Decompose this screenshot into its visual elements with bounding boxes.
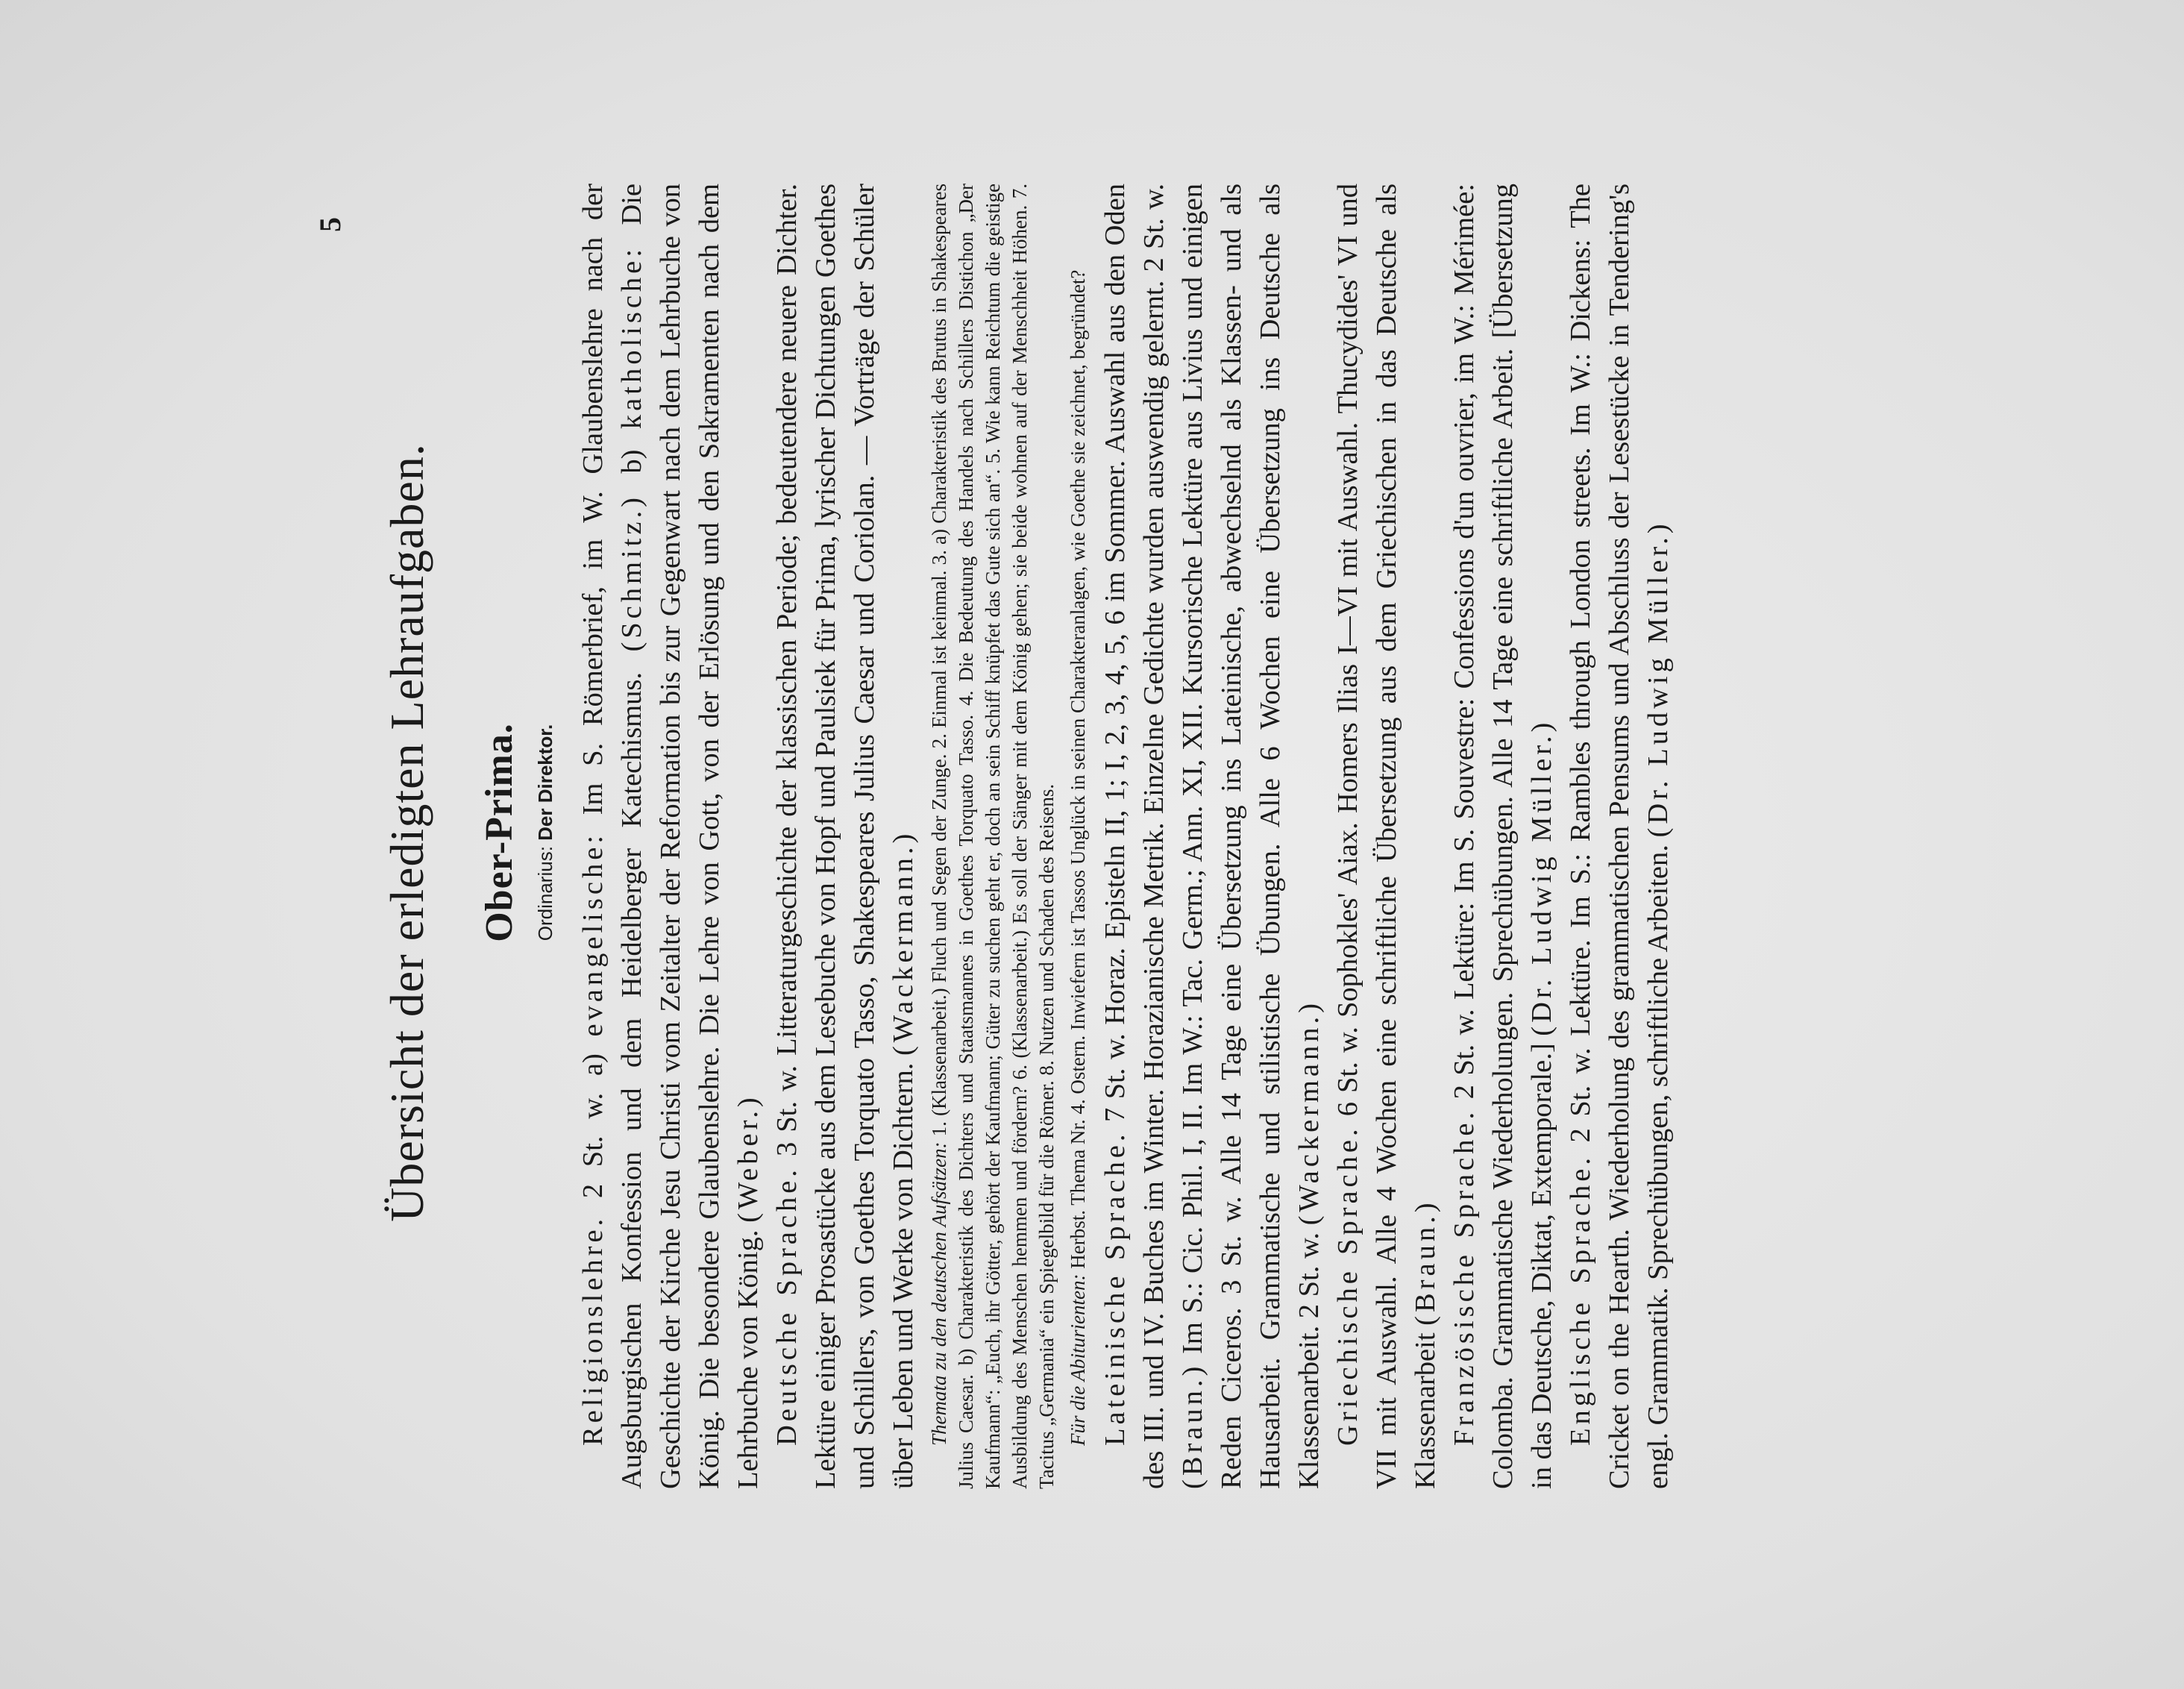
essay-topics: Themata zu den deutschen Aufsätzen: 1. (Klassenarbeit.) Fluch und Segen der Zunge. 2. Einmal ist keinmal. 3. a) Charakteristik des Brutus in Shakespeares Julius Caesar. b) Charakteristik des Dichters und Staatsmannes in Goethes Torquato Tasso. 4. Die Bedeutung des Handels nach Schillers Distichon „Der Kaufmann“: „Euch, ihr Götter, gehört der Kaufmann; Güter zu suchen geht er, doch an sein Schiff knüpfet das Gute sich an“. 5. Wie kann Reichtum die geistige Ausbildung des Menschen hemmen und fördern? 6. (Klassenarbeit.) Es soll der Sänger mit dem König gehen; sie beide wohnen auf der Menschheit Höhen. 7. Tacitus „Germania“ ein Spiegelbild für die Römer. 8. Nutzen und Schaden des Reisens.: [928, 184, 1058, 1489]
teacher-name: (Dr. Ludwig Müller.): [1526, 718, 1557, 1036]
teacher-name: (Schmitz.): [616, 494, 647, 652]
deutsch-heading: Deutsche Sprache.: [771, 1166, 803, 1446]
teacher-name: (Weber.): [732, 1094, 764, 1223]
body-text: [574, 184, 1678, 1489]
essay-topics-label: Themata zu den deutschen Aufsätzen:: [928, 1141, 950, 1446]
abitur-topics-label: Für die Abiturienten:: [1067, 1273, 1089, 1446]
ordinarius-label: Ordinarius:: [534, 846, 556, 941]
teacher-name: (Dr. Ludwig Müller.): [1642, 520, 1674, 838]
section-religion: Religionslehre. 2 St. w. a) evangelische: Im S. Römerbrief, im W. Glaubenslehre nach der Augsburgischen Konfession und dem Heidelberger Katechismus. (Schmitz.) b) katholische: Die Geschichte der Kirche Jesu Christi vom Zeitalter der Reformation bis zur Gegenwart nach dem Lehrbuche von König. Die besondere Glaubenslehre. Die Lehre von Gott, von der Erlösung und den Sakramenten nach dem Lehrbuche von König. (Weber.): [577, 183, 764, 1489]
section-griechisch: Griechische Sprache. 6 St. w. Sophokles' Aiax. Homers Ilias I—VI mit Auswahl. Thucydides' VI und VII mit Auswahl. Alle 4 Wochen eine schriftliche Übersetzung aus dem Griechischen in das Deutsche als Klassenarbeit (Braun.): [1332, 184, 1441, 1489]
katholisch-label: katholische:: [616, 245, 647, 430]
page-number: 5: [313, 217, 347, 232]
ordinarius-line: [534, 124, 557, 1541]
section-latein: Lateinische Sprache. 7 St. w. Horaz. Episteln II, 1; I, 2, 3, 4, 5, 6 im Sommer. Auswahl aus den Oden des III. und IV. Buches im Winter. Horazianische Metrik. Einzelne Gedichte wurden auswendig gelernt. 2 St. w. (Braun.) Im S.: Cic. Phil. I, II. Im W.: Tac. Germ.; Ann. XI, XII. Kursorische Lektüre aus Livius und einigen Reden Ciceros. 3 St. w. Alle 14 Tage eine Übersetzung ins Lateinische, abwechselnd als Klassen- und als Hausarbeit. Grammatische und stilistische Übungen. Alle 6 Wochen eine Übersetzung ins Deutsche als Klassenarbeit. 2 St. w. (Wackermann.): [1099, 184, 1325, 1489]
document-page: [272, 124, 1995, 1541]
section-franzoesisch: Französische Sprache. 2 St. w. Lektüre: Im S. Souvestre: Confessions d'un ouvrier, im W.: Mérimée: Colomba. Grammatische Wiederholungen. Sprechübungen. Alle 14 Tage eine schriftliche Arbeit. [Übersetzung in das Deutsche, Diktat, Extemporale.] (Dr. Ludwig Müller.): [1449, 184, 1557, 1489]
teacher-name: (Braun.): [1410, 1199, 1441, 1326]
religion-heading: Religionslehre.: [577, 1215, 609, 1446]
franzoesisch-heading: Französische Sprache.: [1449, 1108, 1480, 1446]
section-deutsch: Deutsche Sprache. 3 St. w. Litteraturgeschichte der klassischen Periode; bedeutendere neuere Dichter. Lektüre einiger Prosastücke aus dem Lesebuche von Hopf und Paulsiek für Prima, lyrischer Dichtungen Goethes und Schillers, von Goethes Torquato Tasso, Shakespeares Julius Caesar und Coriolan. — Vorträge der Schüler über Leben und Werke von Dichtern. (Wackermann.): [771, 184, 919, 1489]
evangelisch-label: evangelische:: [577, 832, 609, 1037]
latein-heading: Lateinische Sprache.: [1099, 1130, 1131, 1446]
section-englisch: Englische Sprache. 2 St. w. Lektüre. Im S.: Rambles through London streets. Im W.: Dickens: The Cricket on the Hearth. Wiederholung des grammatischen Pensums und Abschluss der Lesestücke in Tendering's engl. Grammatik. Sprechübungen, schriftliche Arbeiten. (Dr. Ludwig Müller.): [1565, 184, 1674, 1489]
ordinarius-value: Der Direktor.: [534, 724, 556, 841]
abitur-topics: Für die Abiturienten: Herbst. Thema Nr. 4. Ostern. Inwiefern ist Tassos Unglück in seinen Charakteranlagen, wie Goethe sie zeichnet, begründet?: [1067, 269, 1089, 1446]
teacher-name: (Wackermann.): [888, 830, 919, 1056]
englisch-heading: Englische Sprache.: [1565, 1154, 1596, 1446]
griechisch-heading: Griechische Sprache.: [1332, 1125, 1364, 1446]
teacher-name: (Braun.): [1177, 1362, 1208, 1489]
teacher-name: (Wackermann.): [1293, 1000, 1325, 1226]
page-title: Übersicht der erledigten Lehraufgaben.: [380, 443, 433, 1222]
class-heading: Ober-Prima.: [478, 723, 521, 942]
